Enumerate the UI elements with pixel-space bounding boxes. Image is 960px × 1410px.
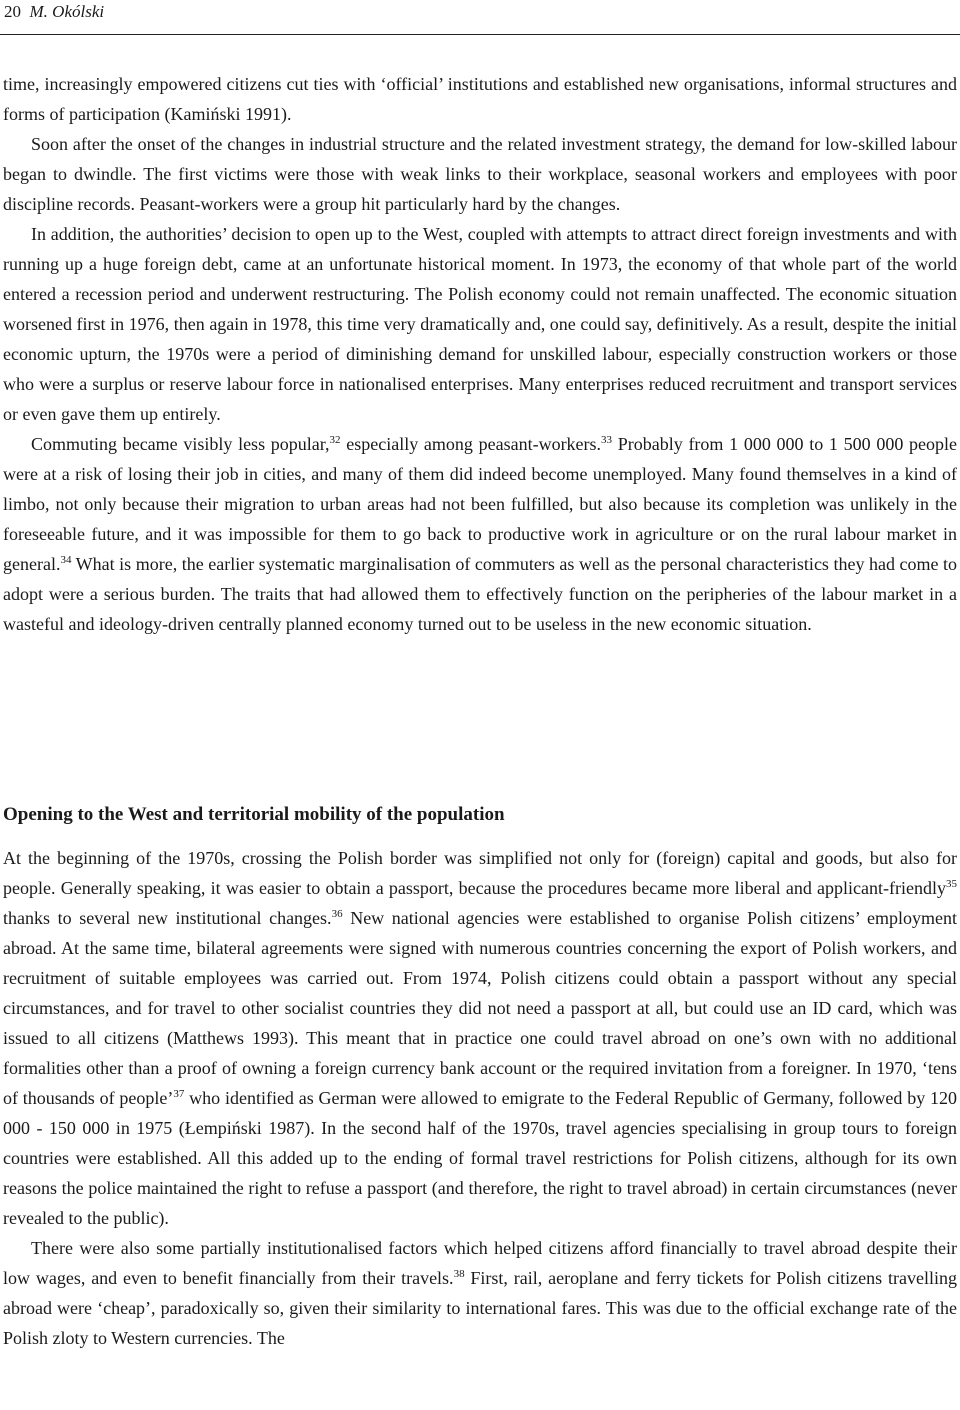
footnote-ref[interactable]: 32	[329, 434, 341, 446]
page-number: 20	[4, 2, 21, 21]
text-run: New national agencies were established to organise Polish citizens’ employment abroad. At the same time, bilateral agreements were signed with numerous countries concerning the export of Polish workers, and recruitment of suitable employees was carried out. From 1974, Polish citizens could obtain a passport without any special circumstances, and for travel to other socialist countries they did not need a passport at all, but could use an ID card, which was issued to all citizens (Matthews 1993). This meant that in practice one could travel abroad on one’s own with no additional formalities other than a proof of owning a foreign currency bank account or the required invitation from a foreigner. In 1970, ‘tens of thousands of people’	[3, 908, 957, 1108]
section-2-body	[3, 843, 957, 1353]
text-run: Commuting became visibly less popular,	[31, 434, 330, 454]
text-run: Probably from 1 000 000 to 1 500 000 people were at a risk of losing their job in cities, and many of them did indeed become unemployed. Many found themselves in a kind of limbo, not only because their migration to urban areas had not been fulfilled, but also because its completion was unlikely in the foreseeable future, and it was impossible for them to go back to productive work in agriculture or on the rural labour market in general.	[3, 434, 957, 574]
text-run: At the beginning of the 1970s, crossing the Polish border was simplified not only for (foreign) capital and goods, but also for people. Generally speaking, it was easier to obtain a passport, because the procedures became more liberal and applicant-friendly	[3, 848, 957, 898]
running-head-author: M. Okólski	[29, 2, 105, 21]
paragraph	[3, 1233, 957, 1353]
paragraph	[3, 429, 957, 639]
header-rule	[0, 34, 960, 35]
section-1-body	[3, 69, 957, 639]
text-run: There were also some partially institutionalised factors which helped citizens afford financially to travel abroad despite their low wages, and even to benefit financially from their travels.	[3, 1238, 957, 1288]
footnote-ref[interactable]: 37	[173, 1088, 185, 1100]
text-run: thanks to several new institutional changes.	[3, 908, 332, 928]
text-run: who identified as German were allowed to emigrate to the Federal Republic of Germany, followed by 120 000 - 150 000 in 1975 (Łempiński 1987). In the second half of the 1970s, travel agencies specialising in group tours to foreign countries were established. All this added up to the ending of formal travel restrictions for Polish citizens, although for its own reasons the police maintained the right to refuse a passport (and therefore, the right to travel abroad) in certain circumstances (never revealed to the public).	[3, 1088, 957, 1228]
paragraph: In addition, the authorities’ decision to open up to the West, coupled with attempts to attract direct foreign investments and with running up a huge foreign debt, came at an unfortunate historical moment. In 1973, the economy of that whole part of the world entered a recession period and underwent restructuring. The Polish economy could not remain unaffected. The economic situation worsened first in 1976, then again in 1978, this time very dramatically and, one could say, definitively. As a result, despite the initial economic upturn, the 1970s were a period of diminishing demand for unskilled labour, especially construction workers or those who were a surplus or reserve labour force in nationalised enterprises. Many enterprises reduced recruitment and transport services or even gave them up entirely.	[3, 224, 957, 424]
text-run: What is more, the earlier systematic marginalisation of commuters as well as the personal characteristics they had come to adopt were a serious burden. The traits that had allowed them to effectively function on the peripheries of the labour market in a wasteful and ideology-driven centrally planned economy turned out to be useless in the new economic situation.	[3, 554, 957, 634]
running-head	[4, 2, 104, 22]
text-run: especially among peasant-workers.	[340, 434, 602, 454]
footnote-ref[interactable]: 34	[60, 554, 72, 566]
footnote-ref[interactable]: 38	[453, 1268, 465, 1280]
text-run: First, rail, aeroplane and ferry tickets for Polish citizens travelling abroad were ‘cheap’, paradoxically so, given their similarity to international fares. This was due to the official exchange rate of the Polish zloty to Western currencies. The	[3, 1268, 957, 1348]
paragraph: Soon after the onset of the changes in industrial structure and the related investment strategy, the demand for low-skilled labour began to dwindle. The first victims were those with weak links to their workplace, seasonal workers and employees with poor discipline records. Peasant-workers were a group hit particularly hard by the changes.	[3, 134, 957, 214]
paragraph	[3, 843, 957, 1233]
footnote-ref[interactable]: 35	[946, 878, 957, 890]
footnote-ref[interactable]: 33	[601, 434, 613, 446]
footnote-ref[interactable]: 36	[331, 908, 343, 920]
paragraph: time, increasingly empowered citizens cut ties with ‘official’ institutions and established new organisations, informal structures and forms of participation (Kamiński 1991).	[3, 74, 957, 124]
section-heading: Opening to the West and territorial mobility of the population	[3, 804, 505, 825]
